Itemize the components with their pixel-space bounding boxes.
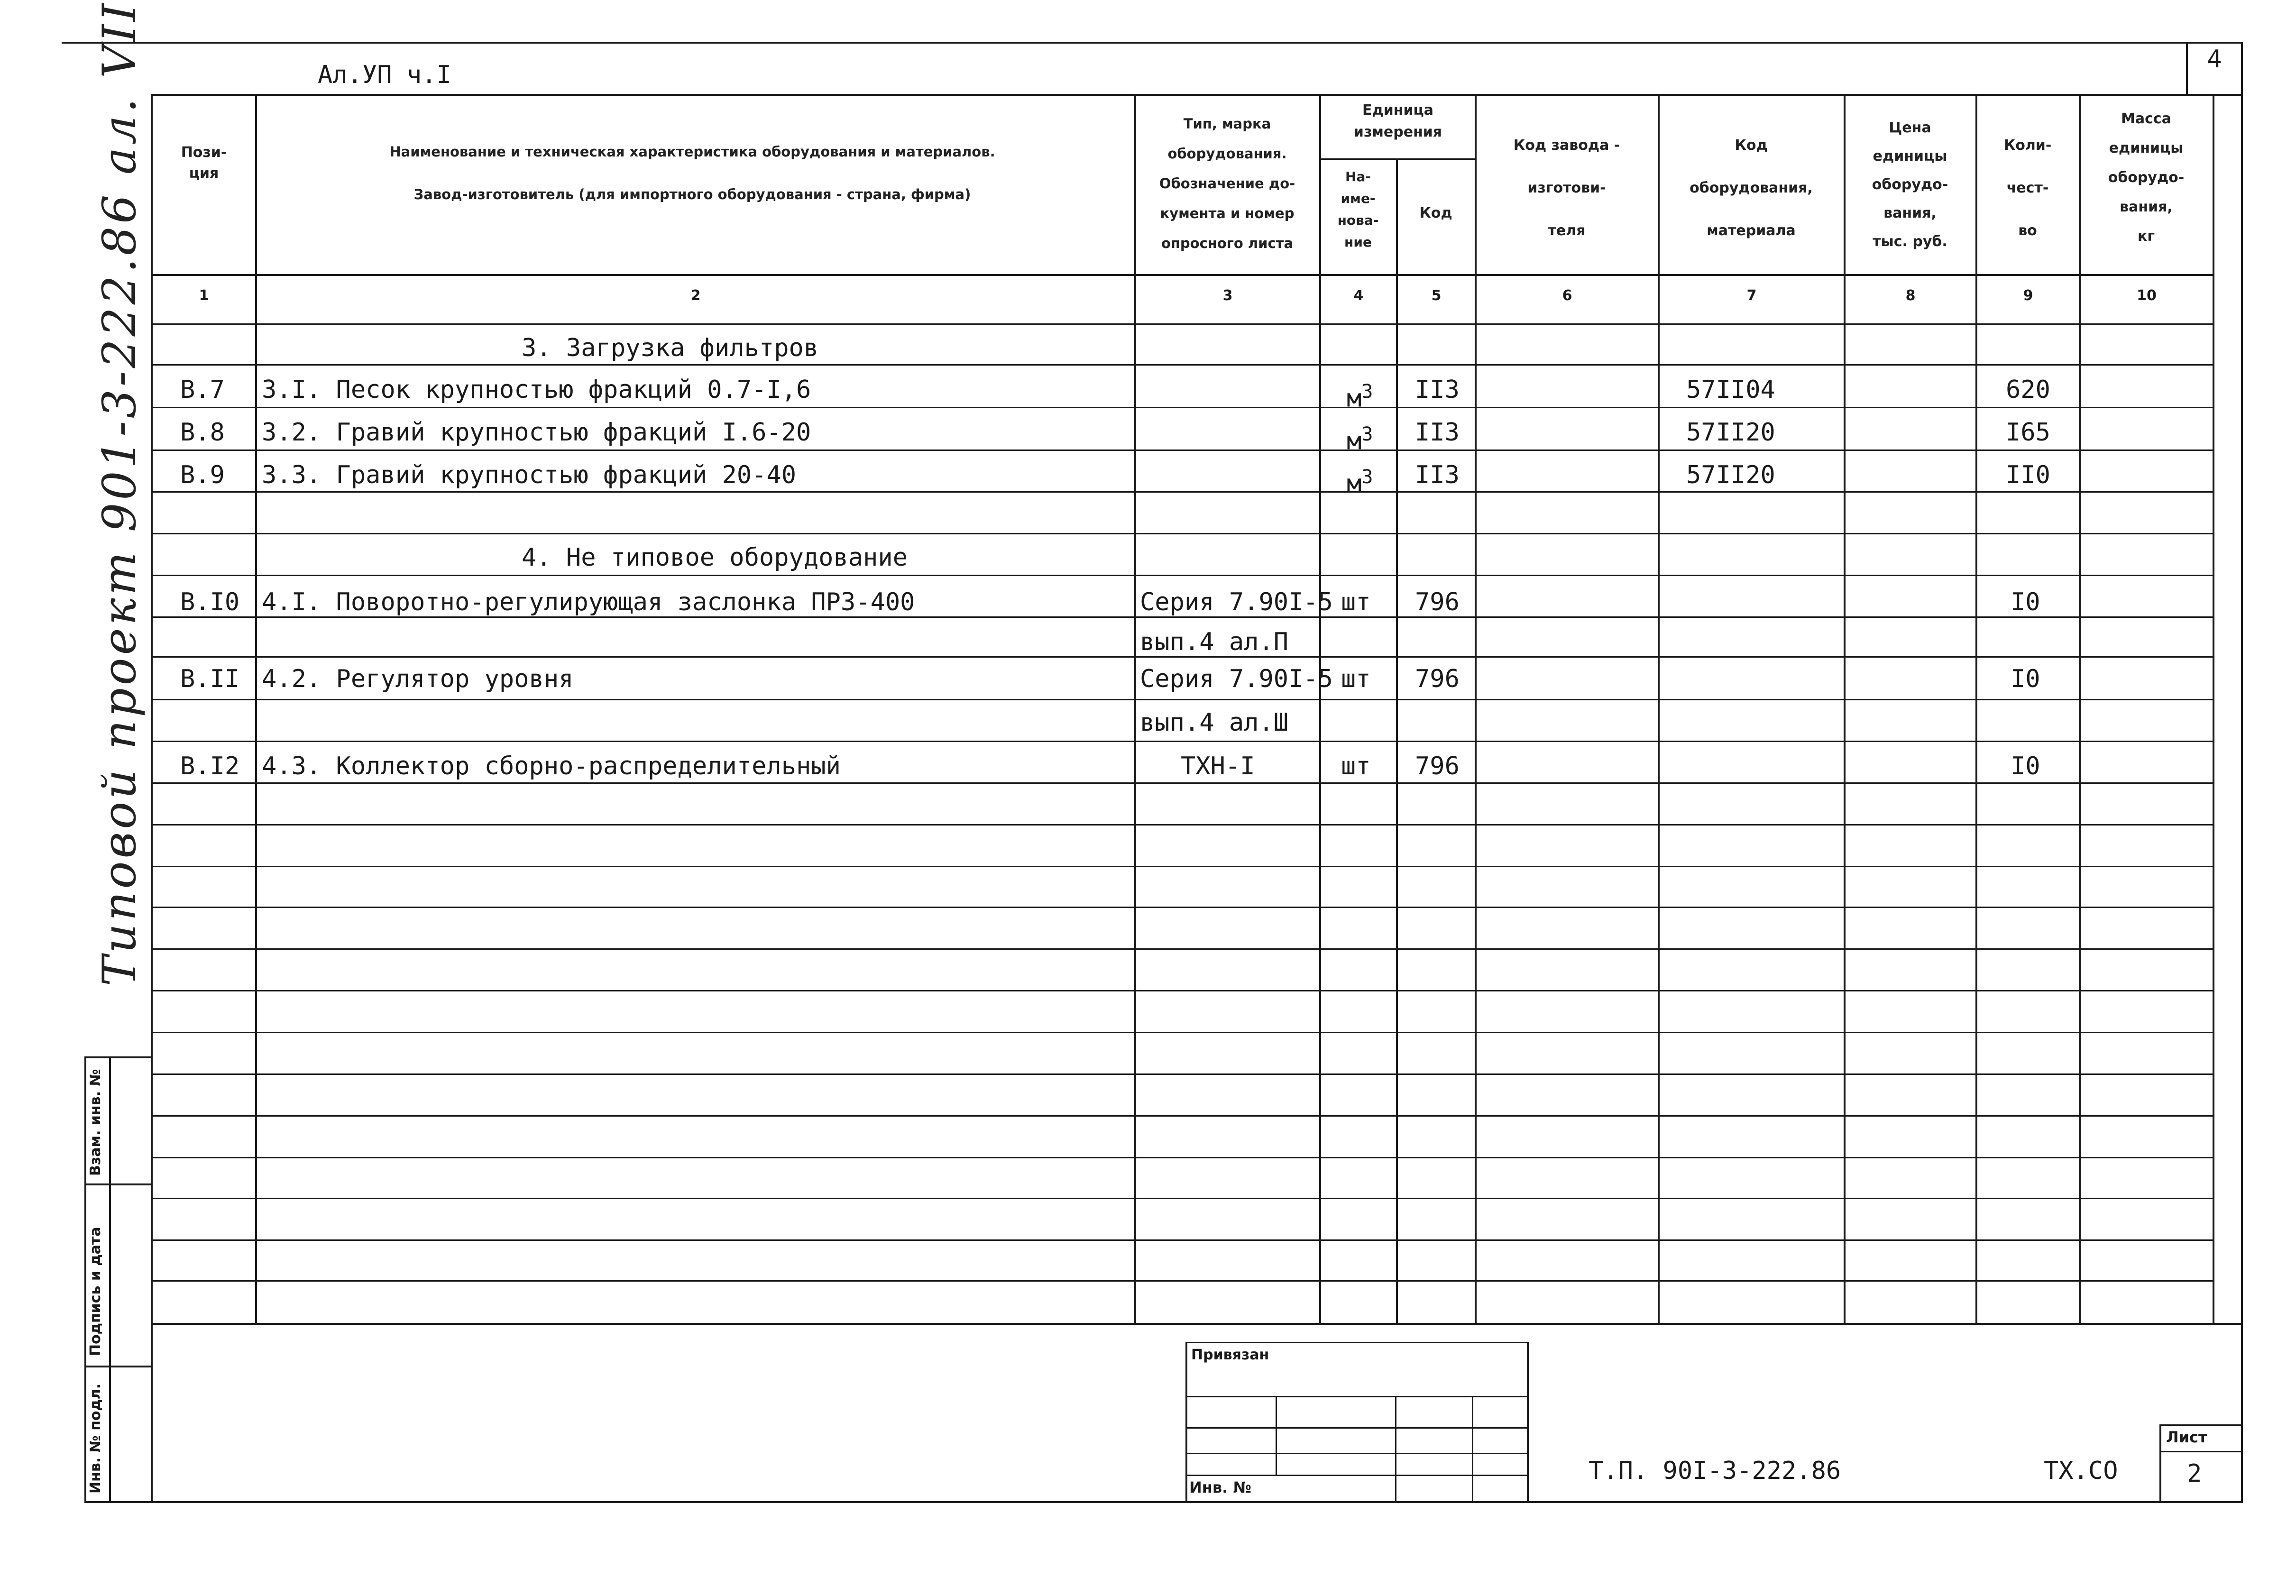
stamp-box-line4 bbox=[1185, 1475, 1527, 1476]
col-line-6 bbox=[1658, 94, 1660, 1323]
row-position: B.9 bbox=[180, 461, 225, 489]
row-position: B.7 bbox=[180, 376, 225, 404]
col-number: 8 bbox=[1905, 287, 1916, 304]
row-unit-sup: 3 bbox=[1361, 423, 1373, 445]
col-number: 6 bbox=[1562, 287, 1572, 304]
row-line bbox=[152, 1115, 2214, 1117]
col-line-2 bbox=[1134, 94, 1136, 1323]
numbers-row-bottom bbox=[152, 323, 2214, 325]
col-number: 2 bbox=[690, 287, 701, 304]
stamp-inv-no: Инв. № bbox=[1189, 1478, 1251, 1496]
document-code: Т.П. 90I-3-222.86 bbox=[1589, 1457, 1841, 1485]
col-line-1 bbox=[255, 94, 257, 1323]
col-number: 1 bbox=[199, 287, 209, 304]
row-unit-code: 796 bbox=[1415, 665, 1460, 693]
list-label: Лист bbox=[2166, 1428, 2207, 1446]
stamp-box-line2 bbox=[1185, 1427, 1527, 1429]
row-unit-text: м bbox=[1347, 469, 1362, 498]
table-left-border bbox=[151, 94, 153, 1503]
header-unit-code: Код bbox=[1419, 205, 1452, 221]
header-name-line2: Завод-изготовитель (для импортного оборудования - страна, фирма) bbox=[413, 186, 971, 202]
stamp-left-div2 bbox=[84, 1366, 152, 1367]
row-equipment-code: 57II20 bbox=[1686, 461, 1775, 489]
stamp-left-outer bbox=[84, 1056, 86, 1502]
row-unit bbox=[1347, 377, 1373, 413]
col-number: 4 bbox=[1353, 287, 1364, 304]
col-line-5 bbox=[1475, 94, 1477, 1323]
stamp-box-right bbox=[1527, 1342, 1529, 1501]
row-quantity: I65 bbox=[2006, 418, 2050, 447]
row-unit-code: 796 bbox=[1415, 588, 1460, 616]
row-unit-code: II3 bbox=[1415, 376, 1460, 404]
col-number: 9 bbox=[2023, 287, 2033, 304]
col-number: 5 bbox=[1431, 287, 1442, 304]
col-number: 3 bbox=[1222, 287, 1233, 304]
row-line bbox=[152, 575, 2214, 576]
header-position: Пози- ция bbox=[181, 144, 227, 182]
stamp-box-col3 bbox=[1472, 1396, 1473, 1501]
row-line bbox=[152, 1280, 2214, 1282]
row-line bbox=[152, 364, 2214, 366]
header-factory-code: Код завода - изготови- теля bbox=[1513, 137, 1620, 239]
row-unit-code: 796 bbox=[1415, 752, 1460, 780]
col-line-3 bbox=[1319, 94, 1321, 1323]
row-line bbox=[152, 782, 2214, 784]
stamp-label-inv-orig: Инв. № подл. bbox=[87, 1383, 104, 1494]
row-line bbox=[152, 948, 2214, 950]
row-unit-code: II3 bbox=[1415, 461, 1460, 489]
row-unit: шт bbox=[1341, 752, 1371, 780]
row-equipment-code: 57II04 bbox=[1686, 376, 1775, 404]
list-box-left bbox=[2159, 1424, 2161, 1501]
row-unit: шт bbox=[1341, 665, 1371, 693]
row-name: 4.2. Регулятор уровня bbox=[262, 665, 574, 693]
list-box-top bbox=[2159, 1424, 2243, 1426]
stamp-left-top bbox=[84, 1056, 152, 1058]
right-border bbox=[2241, 42, 2243, 1502]
row-position: B.I2 bbox=[180, 752, 240, 780]
header-name-line1: Наименование и техническая характеристика оборудования и материалов. bbox=[389, 144, 995, 160]
row-line bbox=[152, 1198, 2214, 1199]
row-line bbox=[152, 907, 2214, 908]
section-title: 3. Загрузка фильтров bbox=[522, 334, 819, 362]
unit-header-split bbox=[1319, 158, 1476, 160]
row-unit-text: м bbox=[1347, 384, 1362, 413]
row-line bbox=[152, 741, 2214, 742]
col-number: 7 bbox=[1746, 287, 1757, 304]
col-line-7 bbox=[1844, 94, 1846, 1323]
table-top bbox=[152, 94, 2243, 96]
row-line bbox=[152, 1239, 2214, 1241]
row-line bbox=[152, 616, 2214, 618]
row-quantity: I0 bbox=[2011, 752, 2040, 780]
side-title: Типовой проект 901-3-222.86 ал. VII bbox=[93, 0, 146, 986]
stamp-box-line1 bbox=[1185, 1396, 1527, 1397]
list-number: 2 bbox=[2187, 1459, 2202, 1488]
top-border bbox=[62, 42, 2243, 44]
row-line bbox=[152, 699, 2214, 700]
row-line bbox=[152, 449, 2214, 451]
stamp-left-div1 bbox=[84, 1183, 152, 1185]
corner-box-left bbox=[2186, 42, 2188, 94]
row-unit-text: м bbox=[1347, 427, 1362, 456]
header-unit-name: На- име- нова- ние bbox=[1337, 169, 1379, 250]
row-position: B.II bbox=[180, 665, 240, 693]
row-type: Серия 7.90I-5 bbox=[1140, 665, 1333, 693]
section-title: 4. Не типовое оборудование bbox=[522, 543, 908, 572]
row-name: 4.I. Поворотно-регулирующая заслонка ПРЗ-400 bbox=[262, 588, 915, 616]
row-name: 3.2. Гравий крупностью фракций I.6-20 bbox=[262, 418, 811, 447]
row-type-line2: вып.4 ал.П bbox=[1140, 628, 1289, 656]
row-quantity: I0 bbox=[2011, 665, 2040, 693]
header-mass: Масса единицы оборудо- вания, кг bbox=[2108, 110, 2185, 245]
row-type: ТХН-I bbox=[1181, 752, 1255, 780]
row-line bbox=[152, 407, 2214, 408]
row-line bbox=[152, 1032, 2214, 1033]
header-price: Цена единицы оборудо- вания, тыс. руб. bbox=[1872, 119, 1948, 250]
document-mark: ТХ.СО bbox=[2044, 1457, 2118, 1485]
row-name: 4.3. Коллектор сборно-распределительный bbox=[262, 752, 841, 780]
header-bottom bbox=[152, 274, 2214, 276]
header-equipment-code: Код оборудования, материала bbox=[1690, 137, 1813, 239]
stamp-box-top bbox=[1185, 1342, 1527, 1343]
sheet-bottom bbox=[84, 1501, 2243, 1503]
col-number: 10 bbox=[2137, 287, 2157, 304]
row-type: Серия 7.90I-5 bbox=[1140, 588, 1333, 616]
header-type: Тип, марка оборудования. Обозначение до- кумента и номер опросного листа bbox=[1159, 116, 1295, 251]
row-line bbox=[152, 1157, 2214, 1158]
row-unit-code: II3 bbox=[1415, 418, 1460, 447]
row-position: B.I0 bbox=[180, 588, 240, 616]
row-name: 3.I. Песок крупностью фракций 0.7-I,6 bbox=[262, 376, 811, 404]
row-equipment-code: 57II20 bbox=[1686, 418, 1775, 447]
row-quantity: II0 bbox=[2006, 461, 2050, 489]
header-unit: Единица измерения bbox=[1353, 102, 1442, 140]
col-line-8 bbox=[1975, 94, 1977, 1323]
row-type-line2: вып.4 ал.Ш bbox=[1140, 708, 1289, 737]
stamp-box-line3 bbox=[1185, 1453, 1527, 1454]
row-line bbox=[152, 533, 2214, 534]
stamp-box-col1 bbox=[1276, 1396, 1277, 1475]
row-quantity: 620 bbox=[2006, 376, 2050, 404]
stamp-privyazan: Привязан bbox=[1191, 1347, 1269, 1363]
row-unit bbox=[1347, 463, 1373, 498]
col-line-10 bbox=[2213, 94, 2214, 1323]
col-line-9 bbox=[2079, 94, 2081, 1323]
row-line bbox=[152, 990, 2214, 991]
row-unit-sup: 3 bbox=[1361, 466, 1373, 488]
list-box-mid bbox=[2159, 1451, 2243, 1452]
stamp-label-signature-date: Подпись и дата bbox=[87, 1227, 104, 1356]
stamp-label-replace-inv: Взам. инв. № bbox=[87, 1069, 104, 1176]
row-line bbox=[152, 824, 2214, 826]
header-quantity: Коли- чест- во bbox=[2003, 137, 2052, 239]
row-line bbox=[152, 491, 2214, 493]
row-name: 3.3. Гравий крупностью фракций 20-40 bbox=[262, 461, 797, 489]
stamp-left-inner bbox=[109, 1056, 111, 1502]
sheet-corner-number: 4 bbox=[2207, 45, 2222, 73]
row-unit-sup: 3 bbox=[1361, 381, 1373, 403]
stamp-box-col2 bbox=[1395, 1396, 1396, 1501]
row-unit: шт bbox=[1341, 588, 1371, 616]
row-line bbox=[152, 656, 2214, 658]
row-quantity: I0 bbox=[2011, 588, 2040, 616]
stamp-box-left bbox=[1185, 1342, 1187, 1501]
table-bottom bbox=[152, 1323, 2243, 1325]
row-unit bbox=[1347, 420, 1373, 455]
row-line bbox=[152, 866, 2214, 867]
row-position: B.8 bbox=[180, 418, 225, 447]
row-line bbox=[152, 1073, 2214, 1075]
album-label: Ал.УП ч.I bbox=[318, 61, 451, 89]
